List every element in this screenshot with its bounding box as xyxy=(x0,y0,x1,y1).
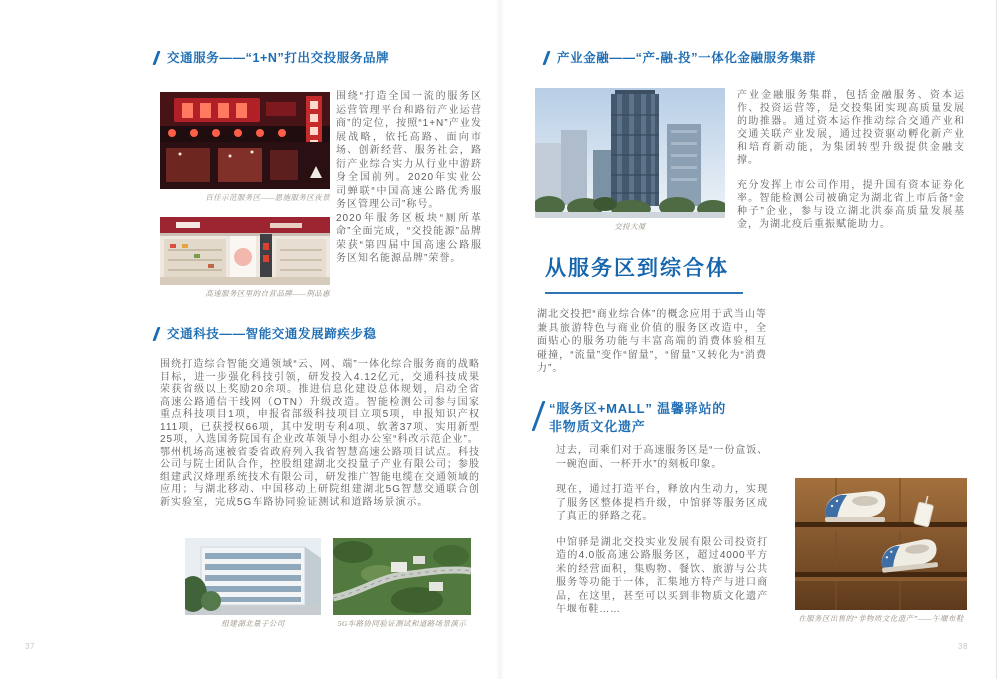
photo-enshi-service-area-night xyxy=(160,92,330,189)
caption-enshi: 百佳示范服务区——恩施服务区夜景 xyxy=(205,193,330,202)
paragraph: 2020年服务区板块“厕所革命”全面完成，“交投能源”品牌荣获“第四届中国高速公路服务区知名能源品牌”荣誉。 xyxy=(336,212,482,264)
caption-quantum: 组建湖北量子公司 xyxy=(221,619,285,628)
photo-jingpinhui-store xyxy=(160,217,330,285)
heading-text: 交通服务——“1+N”打出交投服务品牌 xyxy=(167,51,390,65)
heading-text xyxy=(549,400,726,436)
caption-store: 高速服务区里的自营品牌——荆品惠 xyxy=(205,289,330,298)
service-text-column xyxy=(336,90,482,266)
slash-icon xyxy=(152,51,160,65)
slash-icon xyxy=(152,327,160,341)
slash-icon xyxy=(532,401,546,431)
heading-text: 交通科技——智能交通发展蹄疾步稳 xyxy=(167,327,377,341)
paragraph: 湖北交投把“商业综合体”的概念应用于武当山等兼具旅游特色与商业价值的服务区改造中，全面贴心的服务功能与丰富高端的消费体验相互碰撞，“流量”变作“留量”，“留量”又转化为“消费力”。 xyxy=(537,309,767,374)
photo-5g-road-aerial xyxy=(333,538,471,615)
skyscraper-illustration xyxy=(535,88,725,218)
heading-mall-heritage xyxy=(537,400,797,436)
paragraph: 充分发挥上市公司作用，提升国有资本证券化率。智能检测公司被确定为湖北省上市后备“金种子”企业，参与设立湖北洪泰高质量发展基金，为湖北疫后重振赋能助力。 xyxy=(737,180,965,230)
photo-quantum-company-building xyxy=(185,538,321,615)
mall-text-block xyxy=(556,444,768,617)
tech-text-block xyxy=(160,359,480,509)
photo-heritage-cloth-shoes xyxy=(795,478,967,610)
page-gutter xyxy=(496,0,504,679)
heading-text: 产业金融——“产-融-投”一体化金融服务集群 xyxy=(557,51,817,65)
blue-rule xyxy=(545,292,743,294)
paragraph: 围绕打造综合智能交通领域“云、网、端”一体化综合服务商的战略目标，进一步强化科技引领，研发投入4.12亿元，交通科技成果荣获省级以上奖励20余项。推进信息化建设总体规划，启动全省高速公路通信干线网（OTN）升级改造。智能检测公司参与国家重点科技项目1项，申报省部级科技项目立项5项，申报知识产权111项，已获授权66项，其中发明专利4项、软著37项、实用新型25项，入选国务院国有企业改革领导小组办公室“科改示范企业”。 xyxy=(160,359,480,445)
heading-line2: 非物质文化遗产 xyxy=(549,419,646,434)
store-illustration xyxy=(160,217,330,285)
paragraph: 过去，司乘们对于高速服务区是“一份盒饭、一碗泡面、一杯开水”的刻板印象。 xyxy=(556,445,768,470)
heading-transport-service xyxy=(155,50,485,66)
aerial-green-road-illustration xyxy=(333,538,471,615)
page-edge xyxy=(996,0,997,679)
caption-5g-test: 5G车路协同验证测试和道路场景演示 xyxy=(337,619,467,628)
paragraph: 鄂州机场高速被省委省政府列入我省智慧高速公路项目试点。科技公司与院士团队合作，控股组建湖北交投量子产业有限公司；参股组建武汉烽理系统技术有限公司，研发推广智能电缆在交通领域的应用；与湖北移动、中国移动上研院组建湖北5G智慧交通联合创新实验室，完成5G车路协同验证测试和道路场景演示。 xyxy=(160,446,480,508)
finance-text-column xyxy=(737,89,965,231)
paragraph: 产业金融服务集群，包括金融服务、资本运作、投资运营等，是交投集团实现高质量发展的助推器。通过资本运作推动综合交通产业和交通关联产业发展，通过投资驱动孵化新产业和培育新动能，为集团转型升级提供金融支撑。 xyxy=(737,90,965,166)
heading-line1: “服务区+MALL” 温馨驿站的 xyxy=(549,401,727,416)
cloth-shoes-illustration xyxy=(795,478,967,610)
slash-icon xyxy=(542,51,550,65)
paragraph: 现在，通过打造平台，释放内生动力，实现了服务区整体提档升级，中馆驿等服务区成了真正的驿路之花。 xyxy=(556,484,768,522)
heading-transport-tech xyxy=(155,326,485,342)
storefront-night-illustration xyxy=(160,92,330,189)
photo-jiaotou-tower xyxy=(535,88,725,218)
complex-text-block xyxy=(537,308,767,376)
paragraph: 围绕“打造全国一流的服务区运营管理平台和路衍产业运营商”的定位，按照“1+N”产业发展战略，依托高路、面向市场、创新经营、服务社会，路衍产业综合实力从行业中游跻身全国前列。2020年实业公司蝉联“中国高速公路优秀服务区管理公司”称号。 xyxy=(336,91,482,210)
page-number-right: 38 xyxy=(958,642,968,651)
caption-shoes: 在服务区出售的“非物质文化遗产”——午堰布鞋 xyxy=(798,614,964,623)
office-building-illustration xyxy=(185,538,321,615)
caption-tower: 交投大厦 xyxy=(614,222,646,231)
paragraph: 中馆驿是湖北交投实业发展有限公司投资打造的4.0版高速公路服务区，超过4000平方米的经营面积，集购物、餐饮、旅游与公共服务等功能于一体，汇集地方特产与进口商品，在这里，甚至可以买到非物质文化遗产午堰布鞋…… xyxy=(556,536,768,615)
heading-service-to-complex: 从服务区到综合体 xyxy=(545,257,729,280)
heading-industry-finance xyxy=(545,50,975,66)
page-number-left: 37 xyxy=(25,642,35,651)
